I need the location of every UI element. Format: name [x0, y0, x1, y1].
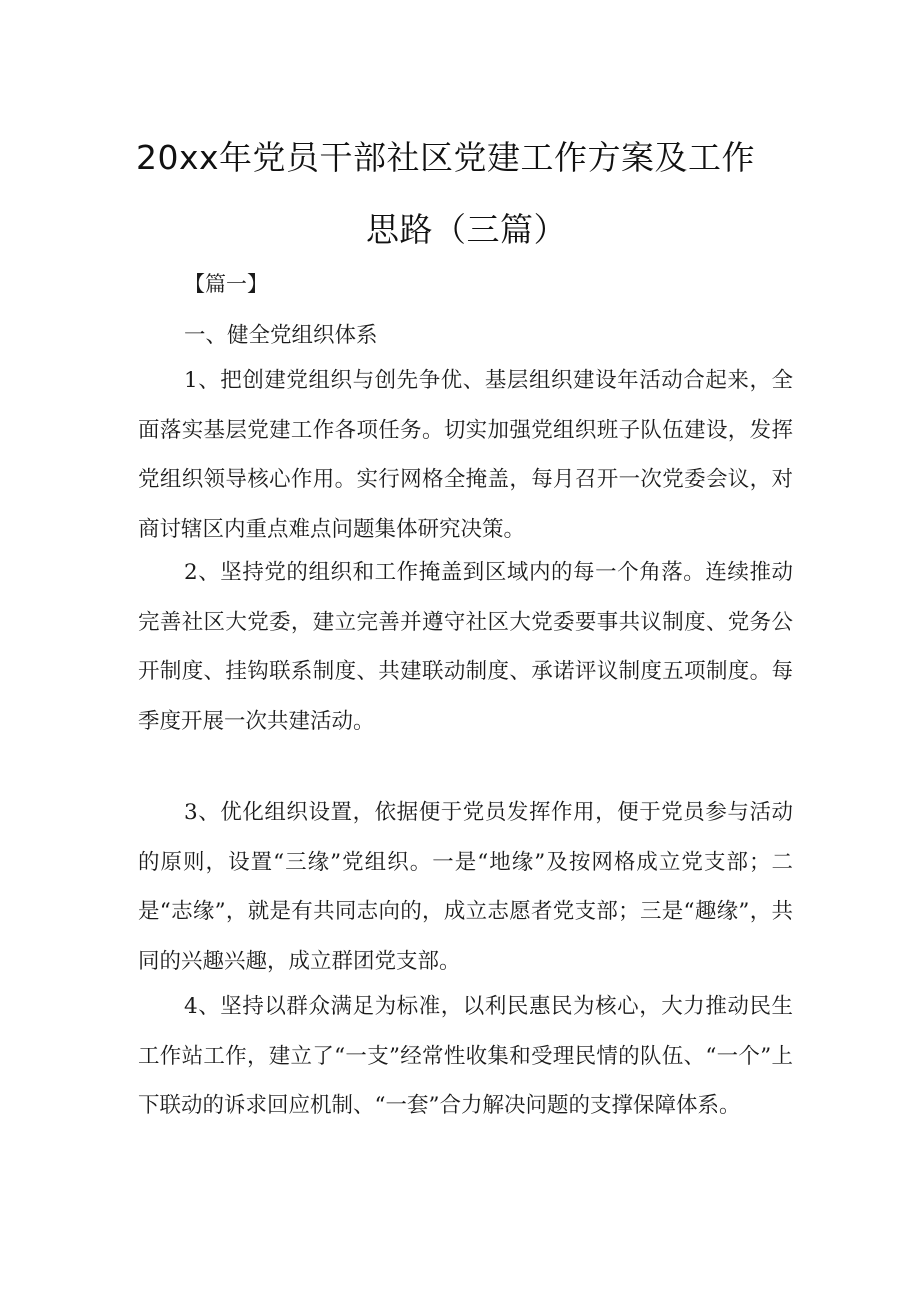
paragraph-3: 3、优化组织设置，依据便于党员发挥作用，便于党员参与活动的原则，设置“三缘”党组织。一是“地缘”及按网格成立党支部；二是“志缘”，就是有共同志向的，成立志愿者党支部；三是“趣缘”，共同的兴趣兴趣，成立群团党支部。 — [138, 800, 793, 974]
part-label: 【篇一】 — [184, 272, 268, 296]
section-heading: 一、健全党组织体系 — [184, 323, 378, 348]
paragraph-1: 1、把创建党组织与创先争优、基层组织建设年活动合起来，全面落实基层党建工作各项任务。切实加强党组织班子队伍建设，发挥党组织领导核心作用。实行网格全掩盖，每月召开一次党委会议，对商讨辖区内重点难点问题集体研究决策。 — [138, 368, 793, 542]
document-title-line-1: 20xx年党员干部社区党建工作方案及工作 — [136, 138, 756, 177]
paragraph-2: 2、坚持党的组织和工作掩盖到区域内的每一个角落。连续推动完善社区大党委，建立完善并遵守社区大党委要事共议制度、党务公开制度、挂钩联系制度、共建联动制度、承诺评议制度五项制度。每季度开展一次共建活动。 — [138, 560, 793, 734]
paragraph-4: 4、坚持以群众满足为标准，以利民惠民为核心，大力推动民生工作站工作，建立了“一支”经常性收集和受理民情的队伍、“一个”上下联动的诉求回应机制、“一套”合力解决问题的支撑保障体系。 — [138, 994, 793, 1119]
document-title-line-2: 思路（三篇） — [366, 210, 567, 249]
